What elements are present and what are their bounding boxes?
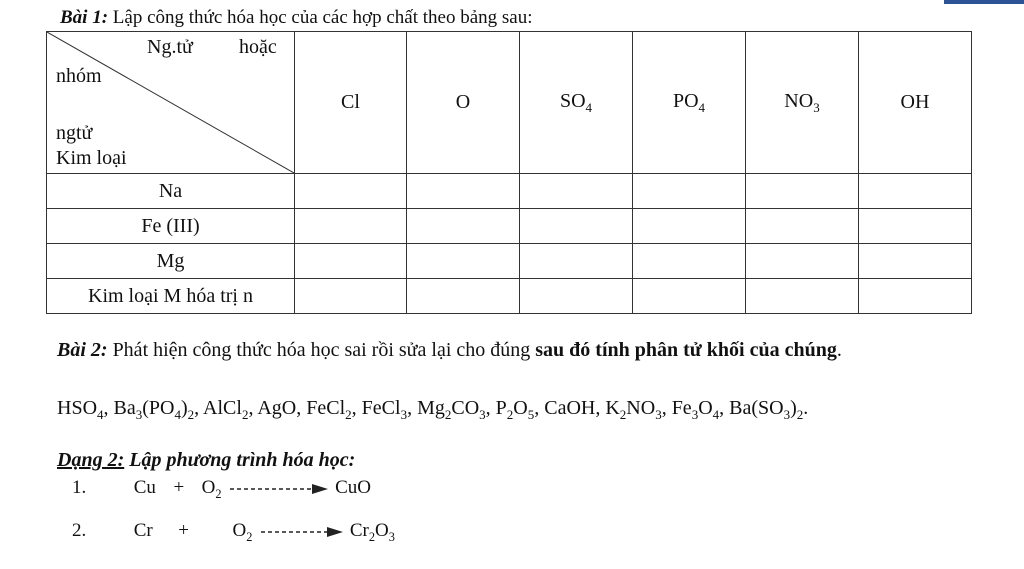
product: $Cr_2O_3$: [349, 520, 395, 544]
header-atom-short-label: ngtử: [56, 122, 93, 144]
section-2-heading: [57, 449, 355, 472]
plus-sign: +: [173, 477, 185, 498]
answer-cell[interactable]: [520, 174, 633, 209]
formula-item: AgO: [257, 397, 297, 419]
formula-item: $HSO_4$: [57, 397, 104, 422]
answer-cell[interactable]: [295, 279, 407, 314]
reaction-arrow-icon: [226, 483, 330, 495]
answer-cell[interactable]: [859, 209, 972, 244]
formula-item: CaOH: [544, 397, 596, 419]
row-header-mg: Mg: [47, 244, 295, 279]
answer-cell[interactable]: [407, 279, 520, 314]
formula-list: $HSO_4$, $Ba_3(PO_4)_2$, AlCl$_2$, AgO, FeCl$_2$, FeCl$_3$, $Mg_2CO_3$, $P_2O_5$, CaOH, $K_2NO_3$, $Fe_3O_4$, $Ba(SO_3)_2$.: [57, 397, 809, 422]
answer-cell[interactable]: [633, 174, 746, 209]
formula-item: FeCl$_3$: [361, 397, 408, 422]
formula-item: $K_2NO_3$: [605, 397, 662, 422]
column-header-po4: $PO_4$: [633, 32, 746, 174]
reactant-1: Cu: [133, 477, 156, 498]
equation-2: [72, 520, 395, 545]
exercise-2-bold-text: sau đó tính phân tử khối của chúng: [535, 339, 837, 361]
formula-item: $Ba_3(PO_4)_2$: [113, 397, 195, 422]
answer-cell[interactable]: [746, 244, 859, 279]
exercise-1-label: Bài 1:: [60, 7, 109, 28]
reactant-2: $O_2$: [201, 477, 222, 501]
formula-item: AlCl$_2$: [203, 397, 249, 422]
answer-cell[interactable]: [633, 279, 746, 314]
answer-cell[interactable]: [859, 279, 972, 314]
answer-cell[interactable]: [520, 279, 633, 314]
exercise-2-heading: Bài 2: Phát hiện công thức hóa học sai rồi sửa lại cho đúng sau đó tính phân tử khối của chúng.: [57, 339, 842, 361]
column-header-cl: Cl: [295, 32, 407, 174]
exercise-1-heading: [60, 7, 533, 29]
equation-number: 1.: [72, 477, 87, 498]
exercise-1-text: Lập công thức hóa học của các hợp chất theo bảng sau:: [108, 7, 533, 28]
column-header-o: O: [407, 32, 520, 174]
column-header-oh: OH: [859, 32, 972, 174]
product: CuO: [335, 477, 371, 498]
plus-sign: +: [178, 520, 189, 541]
table-row: [47, 279, 972, 314]
formula-item: $Fe_3O_4$: [671, 397, 720, 422]
header-metal-label: Kim loại: [56, 147, 127, 169]
header-atom-label: Ng.tử: [147, 36, 193, 58]
reactant-2: $O_2$: [232, 520, 253, 544]
answer-cell[interactable]: [746, 174, 859, 209]
row-header-fe-iii: Fe (III): [47, 209, 295, 244]
formula-item: $Ba(SO_3)_2$: [729, 397, 804, 422]
answer-cell[interactable]: [633, 209, 746, 244]
section-2-text: Lập phương trình hóa học:: [124, 449, 356, 471]
table-header-row: [47, 32, 972, 174]
answer-cell[interactable]: [746, 209, 859, 244]
reactant-1: Cr: [133, 520, 153, 541]
section-2-label: Dạng 2:: [57, 449, 125, 471]
diagonal-header-cell: [47, 32, 295, 174]
table-row: [47, 209, 972, 244]
equation-number: 2.: [72, 520, 87, 541]
answer-cell[interactable]: [407, 244, 520, 279]
answer-cell[interactable]: [295, 244, 407, 279]
compound-table: [46, 31, 972, 314]
row-header-metal-m: Kim loại M hóa trị n: [47, 279, 295, 314]
answer-cell[interactable]: [859, 174, 972, 209]
answer-cell[interactable]: [746, 279, 859, 314]
formula-item: FeCl$_2$: [306, 397, 352, 422]
answer-cell[interactable]: [633, 244, 746, 279]
formula-item: $Mg_2CO_3$: [417, 397, 486, 422]
answer-cell[interactable]: [407, 174, 520, 209]
answer-cell[interactable]: [407, 209, 520, 244]
column-header-so4: $SO_4$: [520, 32, 633, 174]
answer-cell[interactable]: [859, 244, 972, 279]
exercise-2-label: Bài 2:: [57, 339, 108, 361]
exercise-2-text: Phát hiện công thức hóa học sai rồi sửa lại cho đúng: [107, 339, 536, 361]
table-row: [47, 174, 972, 209]
window-accent-bar: [944, 0, 1024, 4]
column-header-no3: $NO_3$: [746, 32, 859, 174]
header-or-label: hoặc: [239, 36, 277, 58]
answer-cell[interactable]: [520, 209, 633, 244]
answer-cell[interactable]: [520, 244, 633, 279]
formula-item: $P_2O_5$: [495, 397, 535, 422]
answer-cell[interactable]: [295, 174, 407, 209]
table-row: [47, 244, 972, 279]
equation-1: [72, 477, 371, 502]
header-group-label: nhóm: [56, 65, 102, 87]
reaction-arrow-icon: [257, 526, 345, 538]
answer-cell[interactable]: [295, 209, 407, 244]
row-header-na: Na: [47, 174, 295, 209]
